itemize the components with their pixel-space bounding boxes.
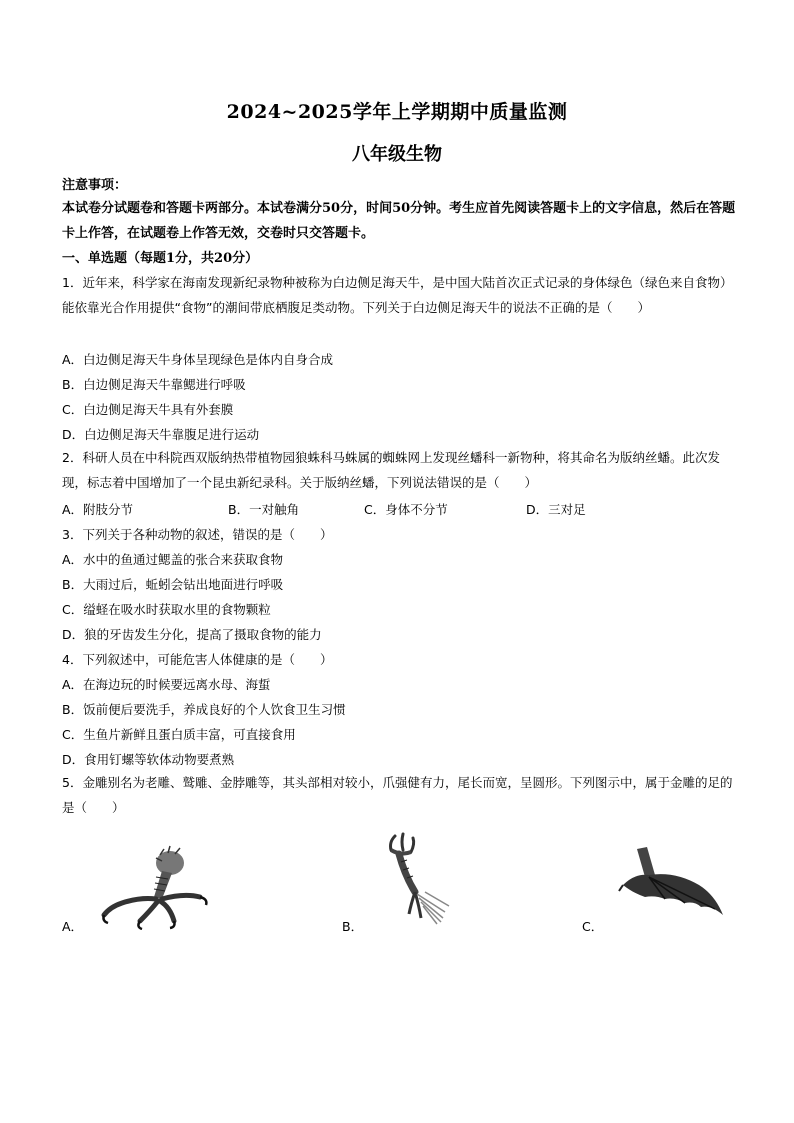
question-2-stem: 2．科研人员在中科院西双版纳热带植物园狼蛛科马蛛属的蜘蛛网上发现丝蟠科一新物种，将其命名为版纳丝蟠。此次发现，标志着中国增加了一个昆虫新纪录科。关于版纳丝蟠，下列说法错误的是（ ）	[62, 450, 720, 490]
figure-b-label: B．	[342, 919, 364, 934]
question-2-option-c: C．身体不分节	[364, 502, 448, 517]
question-3-option-c: C．缢蛏在吸水时获取水里的食物颗粒	[62, 602, 271, 617]
exam-title: 2024~2025学年上学期期中质量监测	[226, 101, 568, 123]
question-1-stem: 1．近年来，科学家在海南发现新纪录物种被称为白边侧足海天牛，是中国大陆首次正式记录的身体绿色（绿色来自食物）能依靠光合作用提供“食物”的潮间带底栖腹足类动物。下列关于白边侧足海天牛的说法不正确的是（ ）	[62, 275, 733, 315]
question-3-option-d: D．狼的牙齿发生分化，提高了摄取食物的能力	[62, 627, 322, 642]
question-2-option-b: B．一对触角	[228, 502, 300, 517]
question-1-option-b: B．白边侧足海天牛靠鳃进行呼吸	[62, 377, 246, 392]
question-4-stem: 4．下列叙述中，可能危害人体健康的是（ ）	[62, 652, 333, 667]
question-3-stem: 3．下列关于各种动物的叙述，错误的是（ ）	[62, 527, 333, 542]
figure-c-label: C．	[582, 919, 604, 934]
question-3-option-a: A．水中的鱼通过鳃盖的张合来获取食物	[62, 552, 284, 567]
question-2-option-d: D．三对足	[526, 502, 586, 517]
question-5-stem: 5．金雕别名为老雕、鹫雕、金脖雕等，其头部相对较小，爪强健有力，尾长而宽，呈圆形。下列图示中，属于金雕的足的是（ ）	[62, 775, 733, 815]
question-1-option-c: C．白边侧足海天牛具有外套膜	[62, 402, 234, 417]
question-3-option-b: B．大雨过后，蚯蚓会钻出地面进行呼吸	[62, 577, 284, 592]
exam-subtitle: 八年级生物	[352, 144, 442, 165]
notice-text: 本试卷分试题卷和答题卡两部分。本试卷满分50分，时间50分钟。考生应首先阅读答题卡上的文字信息，然后在答题卡上作答，在试题卷上作答无效，交卷时只交答题卡。	[62, 201, 736, 241]
question-4-option-c: C．生鱼片新鲜且蛋白质丰富，可直接食用	[62, 727, 296, 742]
question-4-option-d: D．食用钉螺等软体动物要煮熟	[62, 752, 235, 767]
question-4-option-a: A．在海边玩的时候要远离水母、海蜇	[62, 677, 271, 692]
question-1-option-d: D．白边侧足海天牛靠腹足进行运动	[62, 427, 260, 442]
question-2-option-a: A．附肢分节	[62, 502, 134, 517]
question-1-option-a: A．白边侧足海天牛身体呈现绿色是体内自身合成	[62, 352, 334, 367]
figure-a-label: A．	[62, 919, 84, 934]
question-2-options	[62, 500, 736, 520]
bird-foot-icon	[375, 832, 455, 927]
eagle-talon-icon	[100, 845, 210, 930]
webbed-foot-icon	[615, 845, 725, 920]
notice-heading: 注意事项：	[62, 178, 128, 193]
section-heading: 一、单选题（每题1分，共20分）	[62, 251, 259, 266]
question-4-option-b: B．饭前便后要洗手，养成良好的个人饮食卫生习惯	[62, 702, 346, 717]
